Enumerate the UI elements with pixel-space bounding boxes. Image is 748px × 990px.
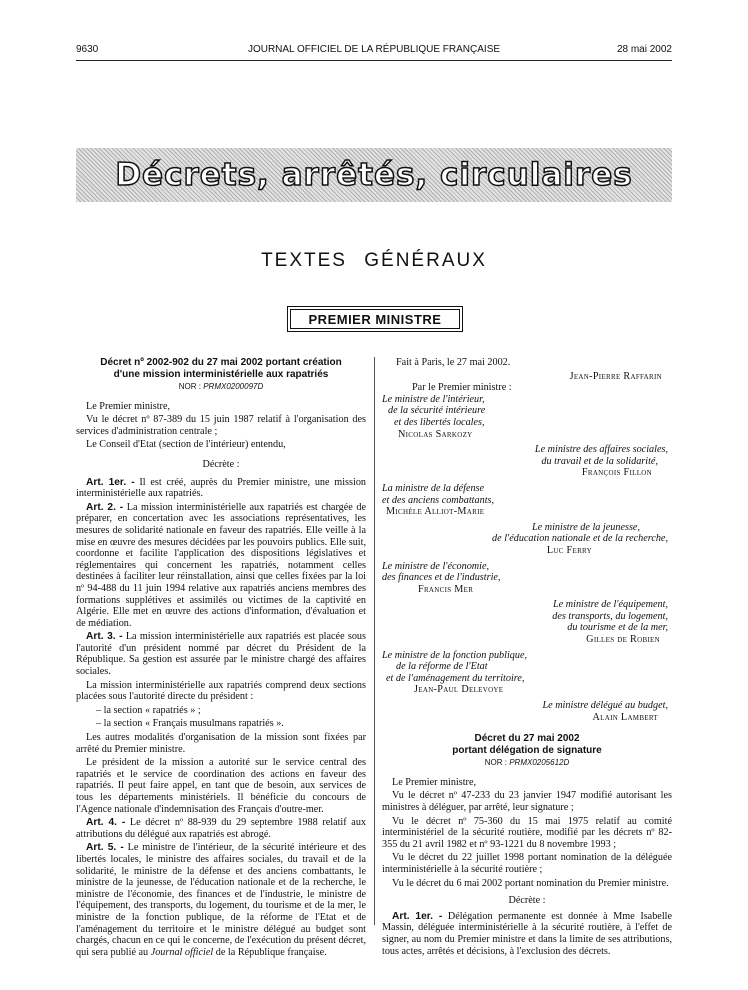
sig7-role-1: Le ministre de la fonction publique,	[382, 649, 528, 661]
decree1-art5	[76, 842, 366, 958]
signature-2	[382, 444, 672, 479]
journal-title: JOURNAL OFFICIEL DE LA RÉPUBLIQUE FRANÇAISE	[247, 44, 501, 55]
art2-text: La mission interministérielle aux rapatriés est chargée de préparer, en concertation avec les associations représentatives, les mesures de solidarité nationale en faveur des rapatriés. Elle veille à la mise en œuvre des mesures décidées par les pouvoirs publics. Elle suit, coordonne et facilite l'application des dispositions législatives et réglementaires qui concernent les rapatriés, notamment celles destinées à faciliter leur réinstallation, ainsi que celles fixées par la loi nº 94-488 du 11 juin 1994 relative aux rapatriés anciens membres des formations supplétives et assimilés ou victimes de la captivité en Algérie. Elle met en œuvre des actions d'information, d'évaluation et de médiation.	[76, 501, 366, 629]
decree2-decrete: Décrète :	[508, 895, 546, 907]
place-date: Fait à Paris, le 27 mai 2002.	[396, 357, 511, 368]
right-column	[382, 357, 672, 959]
sig7-role-3: et de l'aménagement du territoire,	[386, 672, 525, 684]
pm-label: Par le Premier ministre :	[412, 382, 512, 394]
nor-code: PRMX0200097D	[203, 382, 264, 391]
decree1-dash1: – la section « rapatriés » ;	[96, 704, 201, 716]
art5-text-b: de la République française.	[215, 946, 327, 958]
sig7-role-2: de la réforme de l'Etat	[396, 661, 488, 673]
sig5-role-1: Le ministre de l'économie,	[382, 560, 490, 572]
art4-label: Art. 4. -	[86, 817, 126, 829]
art5-journal: Journal officiel	[150, 946, 214, 958]
signature-1	[382, 394, 672, 440]
decree2-nor	[382, 757, 672, 769]
sig4-role-2: de l'éducation nationale et de la recherche,	[492, 533, 668, 545]
sig2-role-1: Le ministre des affaires sociales,	[534, 444, 668, 456]
art5-label: Art. 5. -	[86, 842, 124, 854]
decree1-p1: Le Premier ministre,	[86, 400, 171, 412]
decree1-art3-p3: Les autres modalités d'organisation de la mission sont fixées par arrêté du Premier ministre.	[76, 732, 366, 755]
signature-5	[382, 561, 672, 596]
section-title: TEXTES GÉNÉRAUX	[261, 250, 487, 271]
decree1-art3-p2: La mission interministérielle aux rapatriés comprend deux sections placées sous l'autorité directe du président :	[76, 679, 366, 703]
nor-label: NOR :	[178, 382, 201, 391]
art3-label: Art. 3. -	[86, 631, 123, 643]
sig6-role-2: des transports, du logement,	[552, 610, 668, 622]
left-column	[76, 357, 366, 960]
signature-3	[382, 483, 672, 518]
sig7-name: Jean-Paul Delevoye	[414, 684, 504, 696]
decree1-p3: Le Conseil d'Etat (section de l'intérieur) entendu,	[86, 439, 286, 451]
banner-title: Décrets, arrêtés, circulaires	[115, 157, 633, 193]
page-header	[76, 44, 672, 58]
decree1-dash2: – la section « Français musulmans rapatriés ».	[96, 718, 284, 730]
decree2-title-line2: portant délégation de signature	[452, 744, 602, 756]
nor-code-2: PRMX0205612D	[509, 758, 570, 768]
sig6-name: Gilles de Robien	[586, 634, 660, 646]
decree1-decrete: Décrète :	[202, 458, 240, 470]
decree1-nor	[76, 381, 366, 393]
sig5-role-2: des finances et de l'industrie,	[382, 572, 501, 584]
header-rule	[76, 60, 672, 61]
decree1-p2: Vu le décret nº 87-389 du 15 juin 1987 relatif à l'organisation des services d'administration centrale ;	[76, 414, 366, 437]
decree2-p1: Le Premier ministre,	[392, 776, 477, 788]
decree2-p3: Vu le décret nº 75-360 du 15 mai 1975 relatif au comité interministériel de la sécurité routière, modifié par les décrets nº 82-355 du 21 avril 1982 et nº 93-1221 du 8 novembre 1993 ;	[382, 815, 672, 850]
pm-name: Jean-Pierre Raffarin	[569, 370, 662, 382]
page-number: 9630	[76, 44, 99, 55]
decree2-art1	[382, 911, 672, 957]
decree1-art1	[76, 477, 366, 500]
decree2-art1-label: Art. 1er. -	[392, 910, 443, 922]
decree1-art3	[76, 631, 366, 677]
signature-6	[382, 599, 672, 645]
art3-text: La mission interministérielle aux rapatriés est placée sous l'autorité d'un président nommé par décret du Président de la République. Sa gestion est assurée par le ministre chargé des affaires sociales.	[76, 631, 366, 678]
column-divider	[374, 357, 375, 925]
sig3-role-1: La ministre de la défense	[382, 482, 485, 494]
sig6-role-3: du tourisme et de la mer,	[567, 622, 668, 634]
sig8-name: Alain Lambert	[592, 711, 658, 723]
sig3-name: Michèle Alliot-Marie	[386, 506, 485, 518]
sig5-name: Francis Mer	[418, 583, 474, 595]
sig4-name: Luc Ferry	[546, 544, 592, 556]
decree2-art1-text: Délégation permanente est donnée à Mme Isabelle Massin, déléguée interministérielle à la sécurité routière, à l'effet de signer, au nom du Premier ministre et dans la limite de ses attributions, tous actes, arrêtés et décisions, à l'exclusion des décrets.	[382, 910, 673, 957]
sig1-role-1: Le ministre de l'intérieur,	[382, 393, 485, 405]
decree1-art2	[76, 502, 366, 630]
signature-8	[382, 700, 672, 723]
decree1-title-line1: Décret nº 2002-902 du 27 mai 2002 portant création	[100, 357, 342, 368]
art5-text-a: Le ministre de l'intérieur, de la sécurité intérieure et des libertés locales, le ministre des affaires sociales, du travail et de la solidarité, le ministre de la défense et des anciens combattants, le ministre de la jeunesse, de l'éducation nationale et de la recherche, le ministre de l'économie, des finances et de l'industrie, le ministre de l'équipement, des transports, du logement, du tourisme et de la mer, le ministre de la fonction publique, de la réforme de l'Etat et de l'aménagement du territoire et le ministre délégué au budget sont chargés, chacun en ce qui le concerne, de l'exécution du présent décret, qui sera publié au	[76, 842, 366, 958]
ministry-label: PREMIER MINISTRE	[290, 309, 460, 329]
sig8-role-1: Le ministre délégué au budget,	[542, 700, 668, 712]
decree1-title-line2: d'une mission interministérielle aux rapatriés	[113, 368, 329, 380]
sig4-role-1: Le ministre de la jeunesse,	[532, 521, 640, 533]
decree2-p2: Vu le décret nº 47-233 du 23 janvier 1947 modifié autorisant les ministres à déléguer, par arrêté, leur signature ;	[382, 790, 672, 813]
decree2-p5: Vu le décret du 6 mai 2002 portant nomination du Premier ministre.	[392, 877, 669, 889]
section-banner	[76, 148, 672, 202]
signature-7	[382, 650, 672, 696]
issue-date: 28 mai 2002	[616, 44, 672, 55]
sig2-role-2: du travail et de la solidarité,	[541, 455, 658, 467]
nor-label-2: NOR :	[484, 758, 507, 768]
art1-label: Art. 1er. -	[86, 476, 135, 488]
sig1-role-2: de la sécurité intérieure	[388, 405, 486, 417]
decree2-p4: Vu le décret du 22 juillet 1998 portant nomination de la déléguée interministérielle à la sécurité routière ;	[382, 852, 672, 875]
sig3-role-2: et des anciens combattants,	[382, 494, 495, 506]
sig2-name: François Fillon	[581, 467, 652, 479]
art4-text: Le décret nº 88-939 du 29 septembre 1988 relatif aux attributions du délégué aux rapatriés est abrogé.	[76, 817, 367, 840]
decree2-title-line1: Décret du 27 mai 2002	[474, 733, 580, 745]
sig1-role-3: et des libertés locales,	[394, 416, 485, 428]
decree1-art3-p4: Le président de la mission a autorité sur le service central des rapatriés et le service de coordination des actions en faveur des rapatriés. Il peut faire appel, en tant que de besoin, aux services de tous les départements ministériels. Il bénéficie du concours de l'Agence nationale d'indemnisation des Français d'outre-mer.	[76, 757, 366, 815]
sig1-name: Nicolas Sarkozy	[398, 428, 473, 440]
sig6-role-1: Le ministre de l'équipement,	[553, 599, 668, 611]
art2-label: Art. 2. -	[86, 501, 124, 513]
decree1-art4	[76, 817, 366, 840]
signature-4	[382, 522, 672, 557]
ministry-box	[287, 306, 463, 332]
art1-text: Il est créé, auprès du Premier ministre, une mission interministérielle aux rapatriés.	[76, 476, 367, 500]
